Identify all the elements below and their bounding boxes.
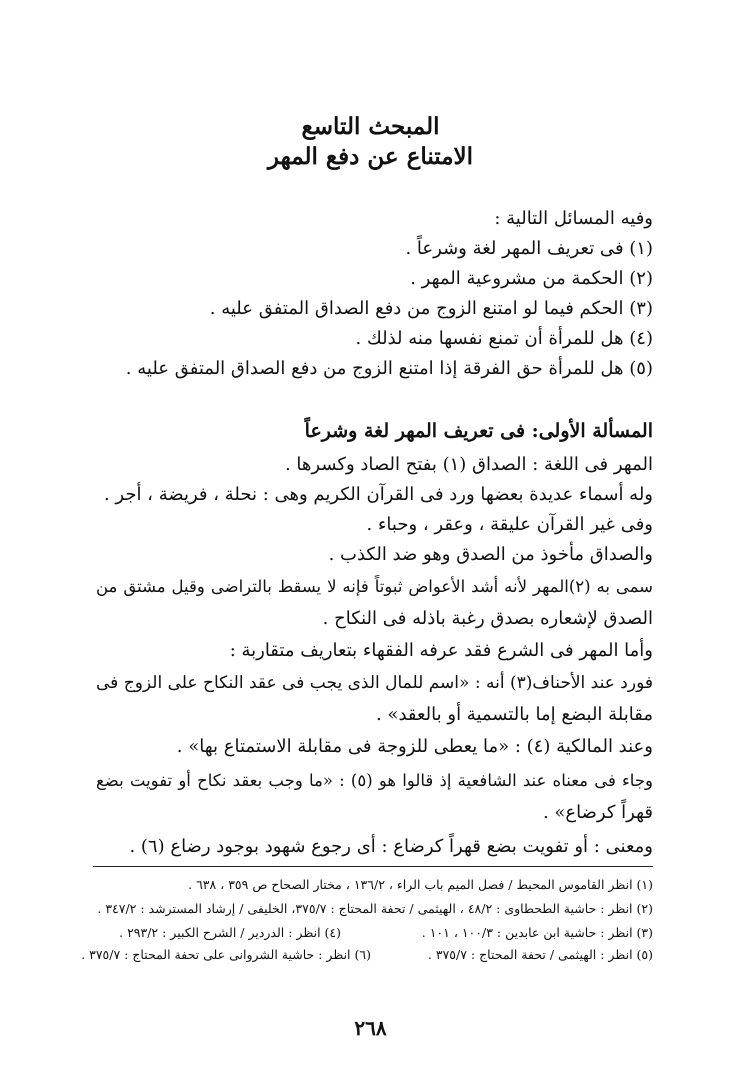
section-heading: المسألة الأولى: فى تعريف المهر لغة وشرعاً [304,420,653,442]
body-line: المهر فى اللغة : الصداق (١) بفتح الصاد وكسرها . [284,454,653,475]
footnote-2: (٢) انظر : حاشية الطحطاوى : ٤٨/٢ ، الهيثمى / تحفة المحتاج : ٣٧٥/٧، الخليفى / إرشاد المسترشد : ٣٤٧/٢ . [97,901,653,916]
issue-item-2: (٢) الحكمة من مشروعية المهر . [410,268,653,289]
footnote-6: (٦) انظر : حاشية الشروانى على تحفة المحتاج : ٣٧٥/٧ . [81,947,371,962]
body-line: وفى غير القرآن عليقة ، وعقر ، وحباء . [366,514,653,535]
body-line: مقابلة البضع إما بالتسمية أو بالعقد» . [375,704,653,725]
body-line: فورد عند الأحناف(٣) أنه : «اسم للمال الذى يجب فى عقد النكاح على الزوج فى [96,673,653,693]
footnote-3: (٣) انظر : حاشية ابن عابدين : ١٠٠/٣ ، ١٠١ . [421,925,653,940]
page-number: ٢٦٨ [354,1016,387,1040]
issue-item-1: (١) فى تعريف المهر لغة وشرعاً . [405,238,653,259]
issue-item-5: (٥) هل للمرأة حق الفرقة إذا امتنع الزوج من دفع الصداق المتفق عليه . [125,358,653,379]
chapter-title: المبحث التاسع [301,113,440,140]
chapter-subtitle: الامتناع عن دفع المهر [267,143,474,170]
issue-item-4: (٤) هل للمرأة أن تمنع نفسها منه لذلك . [355,328,653,349]
footnote-1: (١) انظر القاموس المحيط / فصل الميم باب الراء ، ١٣٦/٢ ، مختار الصحاح ص ٣٥٩ ، ٦٣٨ . [188,877,653,892]
issue-item-3: (٣) الحكم فيما لو امتنع الزوج من دفع الصداق المتفق عليه . [209,298,653,319]
body-line: وله أسماء عديدة بعضها ورد فى القرآن الكريم وهى : نحلة ، فريضة ، أجر . [103,484,653,505]
body-line: قهراً كرضاع» . [542,802,653,823]
footnote-5: (٥) انظر : الهيثمى / تحفة المحتاج : ٣٧٥/٧ . [427,947,653,962]
intro-line: وفيه المسائل التالية : [494,208,653,229]
body-line: الصدق لإشعاره بصدق رغبة باذله فى النكاح . [322,608,653,629]
body-line: والصداق مأخوذ من الصدق وهو ضد الكذب . [328,544,653,565]
body-line: وجاء فى معناه عند الشافعية إذ قالوا هو (٥) : «ما وجب بعقد نكاح أو تفويت بضع [96,771,653,790]
body-line: وعند المالكية (٤) : «ما يعطى للزوجة فى مقابلة الاستمتاع بها» . [176,736,653,757]
body-line: سمى به (٢)المهر لأنه أشد الأعواض ثبوتاً فإنه لا يسقط بالتراضى وقيل مشتق من [96,577,653,596]
body-line: وأما المهر فى الشرع فقد عرفه الفقهاء بتعاريف متقاربة : [229,640,653,661]
footnote-separator [93,866,653,867]
footnote-4: (٤) انظر : الدردير / الشرح الكبير : ٢٩٣/٢ . [119,925,341,940]
body-line: ومعنى : أو تفويت بضع قهراً كرضاع : أى رجوع شهود بوجود رضاع (٦) . [129,836,653,857]
